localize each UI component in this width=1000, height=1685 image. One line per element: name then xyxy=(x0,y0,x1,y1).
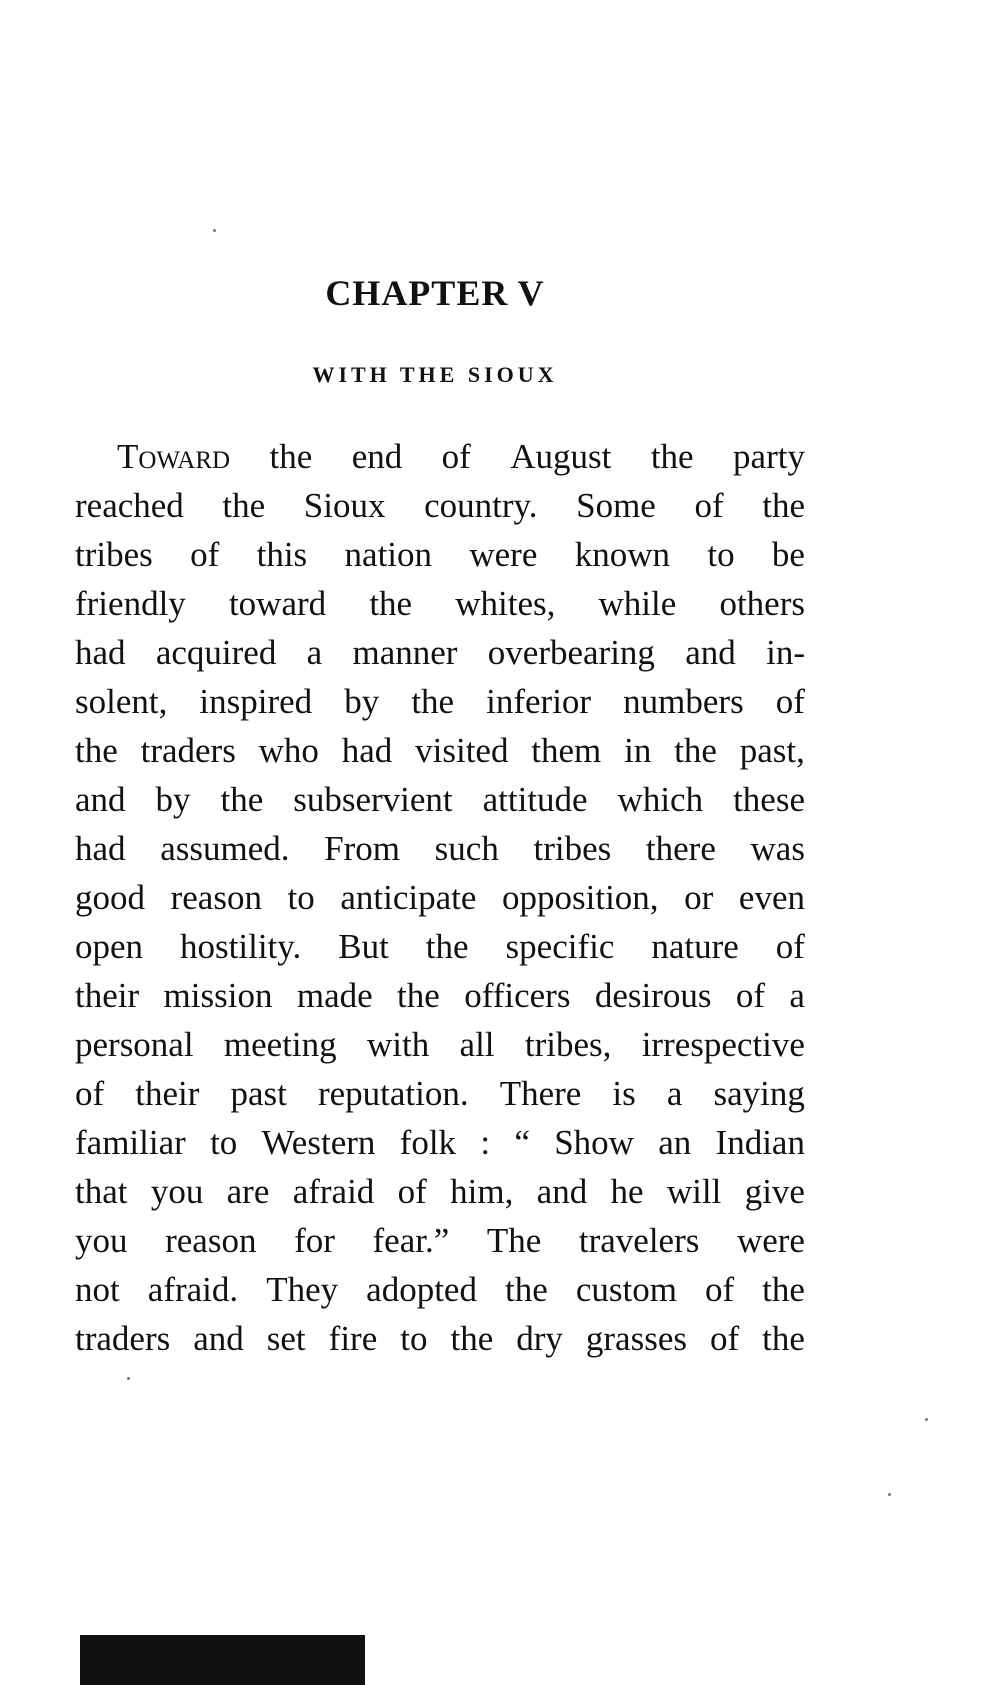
word: all xyxy=(459,1025,495,1064)
word: such xyxy=(434,829,499,868)
word: fire xyxy=(328,1319,378,1358)
word: reached xyxy=(75,486,184,525)
scan-artifact-bar xyxy=(80,1635,365,1685)
word: of xyxy=(710,1319,740,1358)
word: you xyxy=(75,1221,128,1260)
word: The xyxy=(486,1221,542,1260)
word: were xyxy=(736,1221,805,1260)
word: They xyxy=(266,1270,339,1309)
word: the xyxy=(425,927,469,966)
text-line xyxy=(75,873,805,922)
word: reputation. xyxy=(317,1074,469,1113)
word: folk xyxy=(399,1123,457,1162)
word: not xyxy=(75,1270,120,1309)
word: Some xyxy=(576,486,656,525)
word: and xyxy=(193,1319,244,1358)
word: saying xyxy=(713,1074,805,1113)
scan-speck xyxy=(213,229,216,232)
word: which xyxy=(617,780,704,819)
word: of xyxy=(441,437,471,476)
word: this xyxy=(256,535,308,574)
word: and xyxy=(75,780,126,819)
text-line xyxy=(75,530,805,579)
word: nature xyxy=(651,927,739,966)
word: afraid. xyxy=(147,1270,239,1309)
word: known xyxy=(574,535,670,574)
word: inspired xyxy=(199,682,313,721)
word: will xyxy=(666,1172,722,1211)
word: the xyxy=(762,1319,805,1358)
word: of xyxy=(735,976,766,1015)
word: had xyxy=(75,829,126,868)
word: while xyxy=(598,584,677,623)
text-line xyxy=(75,1069,805,1118)
word: the xyxy=(762,486,805,525)
chapter-title: CHAPTER V xyxy=(325,273,545,313)
word: to xyxy=(210,1123,238,1162)
word: had xyxy=(75,633,126,672)
word: friendly xyxy=(75,584,186,623)
word: or xyxy=(684,878,714,917)
word: custom xyxy=(575,1270,677,1309)
word: are xyxy=(226,1172,270,1211)
text-line xyxy=(75,579,805,628)
word: him, xyxy=(450,1172,514,1211)
word: them xyxy=(531,731,602,770)
word: a xyxy=(306,633,323,672)
word: desirous xyxy=(594,976,712,1015)
word: their xyxy=(135,1074,200,1113)
word: by xyxy=(155,780,191,819)
word: whites, xyxy=(455,584,556,623)
word: the xyxy=(220,780,264,819)
word: others xyxy=(719,584,805,623)
word: Show xyxy=(554,1123,634,1162)
word: traders xyxy=(140,731,236,770)
word: and xyxy=(536,1172,588,1211)
word: with xyxy=(366,1025,430,1064)
word: who xyxy=(258,731,319,770)
word: tribes xyxy=(75,535,153,574)
word: that xyxy=(75,1172,128,1211)
scan-speck xyxy=(888,1493,891,1496)
word: opposition, xyxy=(502,878,659,917)
text-line xyxy=(75,1265,805,1314)
word: familiar xyxy=(75,1123,186,1162)
word: Sioux xyxy=(303,486,386,525)
word: grasses xyxy=(585,1319,687,1358)
word: But xyxy=(338,927,389,966)
word: the xyxy=(369,584,413,623)
word: and xyxy=(685,633,736,672)
word: there xyxy=(645,829,716,868)
word: of xyxy=(397,1172,427,1211)
word: Western xyxy=(261,1123,376,1162)
word: country. xyxy=(424,486,538,525)
text-line xyxy=(75,1314,805,1363)
word: good xyxy=(75,878,145,917)
text-line xyxy=(75,971,805,1020)
word: past, xyxy=(739,731,805,770)
word: is xyxy=(612,1074,636,1113)
word: the xyxy=(505,1270,548,1309)
word: tribes xyxy=(533,829,612,868)
word: tribes, xyxy=(524,1025,612,1064)
word: the xyxy=(650,437,694,476)
word: irrespective xyxy=(641,1025,805,1064)
word: August xyxy=(510,437,612,476)
text-line xyxy=(75,1020,805,1069)
word: for xyxy=(294,1221,335,1260)
word: reason xyxy=(170,878,262,917)
scan-speck xyxy=(925,1418,928,1421)
word: attitude xyxy=(482,780,588,819)
word: subservient xyxy=(293,780,453,819)
word: Indian xyxy=(715,1123,805,1162)
word: toward xyxy=(228,584,327,623)
word: the xyxy=(397,976,440,1015)
text-line xyxy=(75,481,805,530)
word: the xyxy=(411,682,455,721)
word: specific xyxy=(505,927,615,966)
word: of xyxy=(190,535,220,574)
word: you xyxy=(150,1172,204,1211)
word: in xyxy=(624,731,652,770)
word: he xyxy=(610,1172,644,1211)
text-line xyxy=(75,1167,805,1216)
word: open xyxy=(75,927,144,966)
word: of xyxy=(75,1074,105,1113)
word: party xyxy=(733,437,805,476)
word: of xyxy=(775,927,805,966)
word: be xyxy=(771,535,805,574)
word: the xyxy=(75,731,118,770)
text-line xyxy=(75,726,805,775)
chapter-subtitle: WITH THE SIOUX xyxy=(312,362,558,387)
first-word: Toward xyxy=(117,437,231,476)
word: mission xyxy=(163,976,273,1015)
word: the xyxy=(450,1319,494,1358)
word: dry xyxy=(516,1319,563,1358)
word: acquired xyxy=(155,633,277,672)
word: personal xyxy=(75,1025,194,1064)
word: had xyxy=(341,731,393,770)
word: From xyxy=(324,829,401,868)
word: past xyxy=(230,1074,287,1113)
text-line xyxy=(75,824,805,873)
word: of xyxy=(775,682,805,721)
word: to xyxy=(287,878,315,917)
text-line xyxy=(75,432,805,481)
word: was xyxy=(750,829,805,868)
word: to xyxy=(707,535,735,574)
text-line xyxy=(75,775,805,824)
word: fear.” xyxy=(372,1221,450,1260)
word: the xyxy=(762,1270,805,1309)
text-line xyxy=(75,922,805,971)
word: a xyxy=(789,976,805,1015)
word: There xyxy=(499,1074,582,1113)
word: hostility. xyxy=(180,927,302,966)
word: travelers xyxy=(578,1221,700,1260)
word: even xyxy=(738,878,805,917)
word: : xyxy=(480,1123,491,1162)
scan-speck xyxy=(127,1377,130,1380)
body-paragraph xyxy=(75,432,805,1363)
word: inferior xyxy=(486,682,592,721)
word: a xyxy=(666,1074,683,1113)
word: officers xyxy=(464,976,571,1015)
word: anticipate xyxy=(340,878,477,917)
text-line xyxy=(75,1118,805,1167)
word: overbearing xyxy=(487,633,655,672)
word: assumed. xyxy=(160,829,290,868)
word: numbers xyxy=(623,682,744,721)
word: these xyxy=(733,780,805,819)
text-line xyxy=(75,1216,805,1265)
word: reason xyxy=(165,1221,257,1260)
word: afraid xyxy=(292,1172,375,1211)
word: the xyxy=(674,731,717,770)
word: traders xyxy=(75,1319,171,1358)
word: meeting xyxy=(223,1025,337,1064)
word: set xyxy=(266,1319,306,1358)
word: to xyxy=(400,1319,428,1358)
word: “ xyxy=(514,1123,530,1162)
word: the xyxy=(269,437,313,476)
word: nation xyxy=(344,535,433,574)
word: give xyxy=(744,1172,805,1211)
word: of xyxy=(694,486,724,525)
word: an xyxy=(658,1123,692,1162)
word: adopted xyxy=(366,1270,477,1309)
word: by xyxy=(344,682,380,721)
word: of xyxy=(704,1270,735,1309)
word: manner xyxy=(352,633,458,672)
word: solent, xyxy=(75,682,168,721)
word: in- xyxy=(766,633,805,672)
word: were xyxy=(469,535,538,574)
text-line xyxy=(75,677,805,726)
word: end xyxy=(351,437,403,476)
word: visited xyxy=(415,731,509,770)
word: made xyxy=(296,976,373,1015)
word: the xyxy=(222,486,266,525)
text-line xyxy=(75,628,805,677)
word: their xyxy=(75,976,140,1015)
